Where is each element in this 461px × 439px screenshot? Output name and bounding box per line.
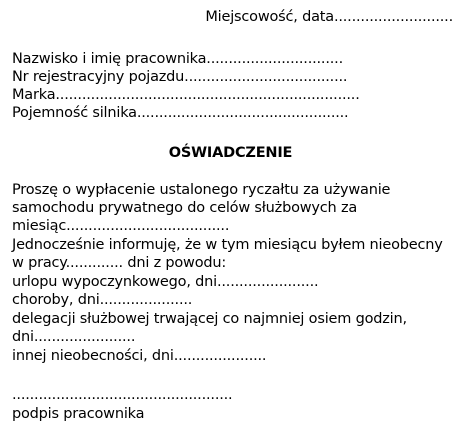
place-date-field: Miejscowość, data........................... <box>205 9 453 25</box>
body-line-other-absence: innej nieobecności, dni..................... <box>12 348 267 364</box>
body-line-purpose: samochodu prywatnego do celów służbowych za <box>12 200 358 216</box>
engine-capacity-field: Pojemność silnika................................................ <box>12 105 349 121</box>
body-line-absence-info: Jednocześnie informuję, że w tym miesiącu byłem nieobecny <box>12 237 443 253</box>
body-line-business-trip-days: dni....................... <box>12 329 136 345</box>
signature-label: podpis pracownika <box>12 406 145 422</box>
body-line-vacation: urlopu wypoczynkowego, dni....................... <box>12 274 319 290</box>
body-line-month: miesiąc..................................... <box>12 218 230 234</box>
body-line-sickness: choroby, dni..................... <box>12 292 193 308</box>
employee-name-field: Nazwisko i imię pracownika............................... <box>12 51 343 67</box>
vehicle-make-field: Marka..................................................................... <box>12 87 360 103</box>
body-line-request: Proszę o wypłacenie ustalonego ryczałtu za używanie <box>12 182 391 198</box>
body-line-business-trip: delegacji służbowej trwającej co najmniej osiem godzin, <box>12 311 407 327</box>
body-line-absence-days: w pracy............. dni z powodu: <box>12 255 227 271</box>
vehicle-registration-field: Nr rejestracyjny pojazdu..................................... <box>12 69 348 85</box>
signature-line: .................................................. <box>12 387 233 403</box>
document-title: OŚWIADCZENIE <box>168 145 293 161</box>
